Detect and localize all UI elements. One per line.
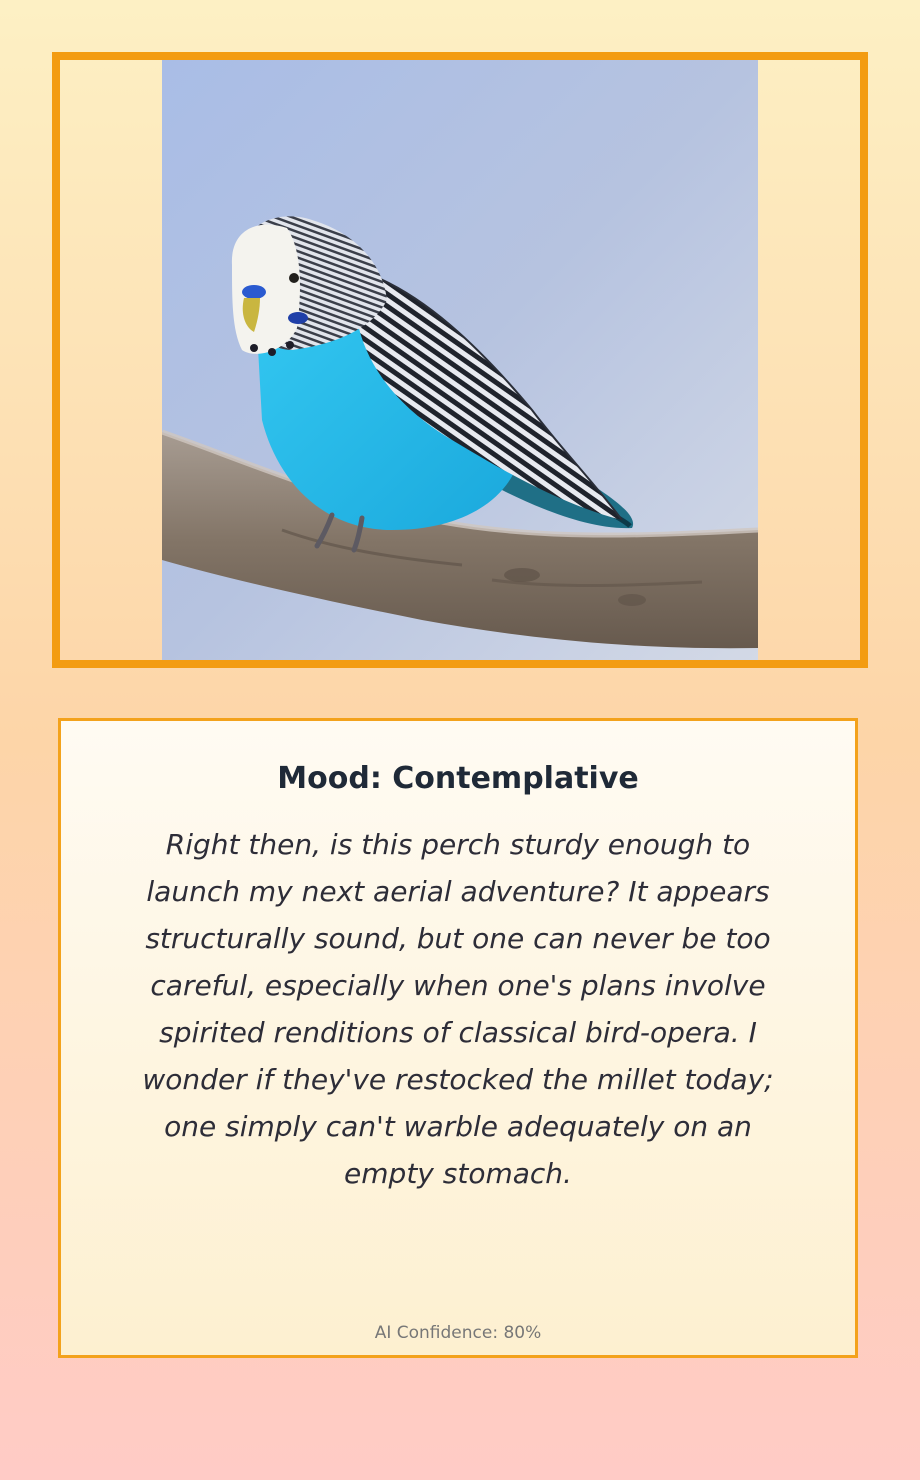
photo-frame <box>52 52 868 668</box>
mood-description: Right then, is this perch sturdy enough to launch my next aerial adventure? It appears structurally sound, but one can never be too careful, especially when one's plans involve spirited renditions of classical bird-opera. I wonder if they've restocked the millet today; one simply can't warble adequately on an empty stomach. <box>142 828 774 1190</box>
budgie-face <box>232 225 300 354</box>
mood-title: Mood: Contemplative <box>277 761 639 796</box>
ai-confidence-label: AI Confidence: 80% <box>374 1323 542 1343</box>
budgie-photo <box>162 60 758 660</box>
mood-caption-card <box>58 718 858 1358</box>
